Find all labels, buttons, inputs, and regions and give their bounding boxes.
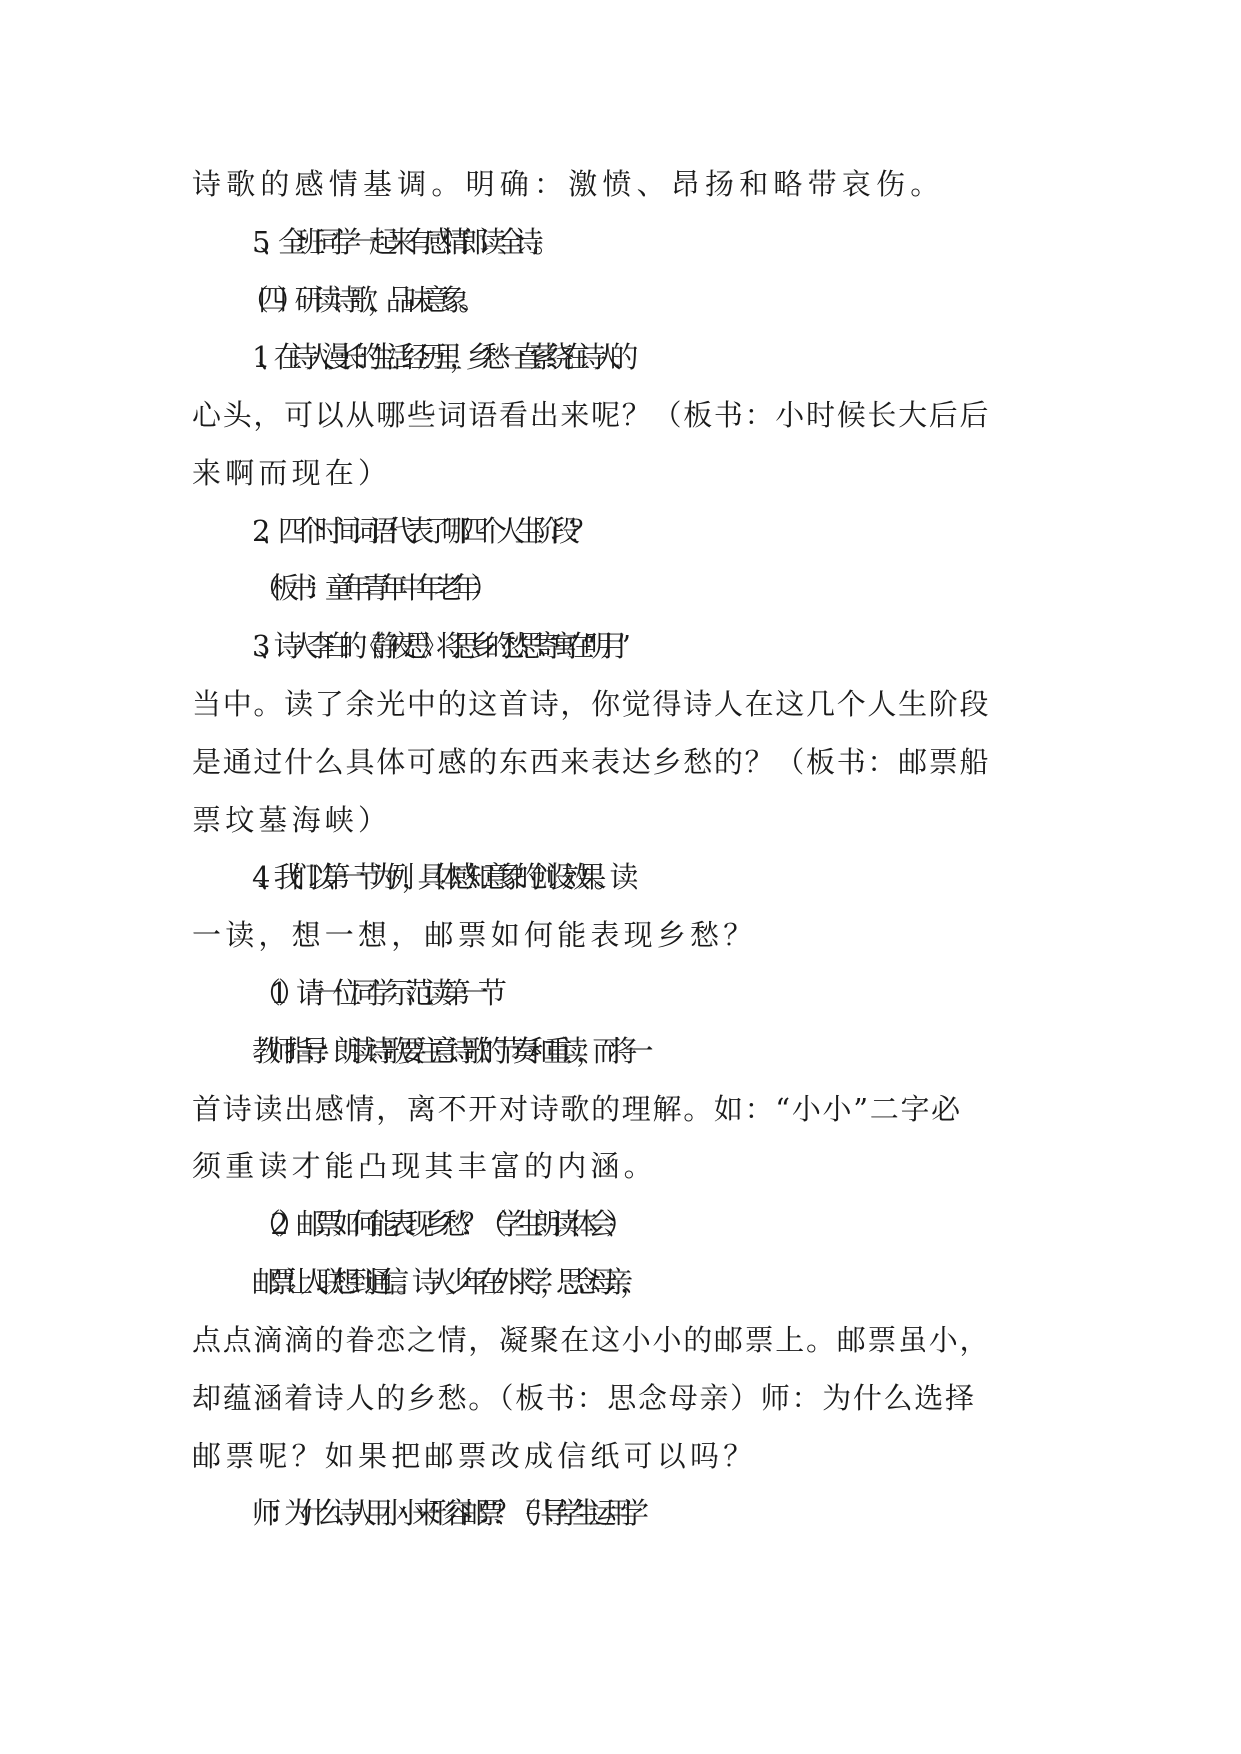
paragraph-line: 1、在诗人漫长的生活经历里，乡愁一直萦绕在诗人的 bbox=[252, 340, 626, 374]
paragraph-line: 首诗读出感情，离不开对诗歌的理解。如：“小小”二字必 bbox=[192, 1092, 962, 1126]
paragraph-line: 教师指导：朗读诗歌要注意诗歌的节奏和重读，而将一 bbox=[252, 1034, 641, 1068]
paragraph-line: （2）邮票如何能表现乡愁？（学生朗读体会） bbox=[252, 1207, 624, 1241]
paragraph-line: 是通过什么具体可感的东西来表达乡愁的？（板书：邮票船 bbox=[192, 745, 991, 779]
paragraph-line: 点点滴滴的眷恋之情，凝聚在这小小的邮票上。邮票虽小， bbox=[192, 1323, 991, 1357]
section-heading: （四）研读诗歌，品味意象。 bbox=[240, 283, 477, 317]
paragraph-line: 5、全班同学一起来有感情郎读全诗。 bbox=[252, 225, 551, 259]
paragraph-line: 却蕴涵着诗人的乡愁。（板书：思念母亲）师：为什么选择 bbox=[192, 1381, 976, 1415]
paragraph-line: 须重读才能凸现其丰富的内涵。 bbox=[192, 1149, 657, 1183]
paragraph-line: 师：为什么诗人用小小来形容邮票？（引导学生运用学 bbox=[252, 1496, 637, 1530]
paragraph-line: 诗歌的感情基调。明确：激愤、昂扬和略带哀伤。 bbox=[192, 167, 945, 201]
paragraph-line: 当中。读了余光中的这首诗，你觉得诗人在这几个人生阶段 bbox=[192, 687, 991, 721]
paragraph-line: 来啊而现在） bbox=[192, 456, 392, 490]
paragraph-line: 邮票呢？如果把邮票改成信纸可以吗？ bbox=[192, 1439, 757, 1473]
paragraph-line: 邮票让人联想到通信。诗人少年在外求学，思念母亲， bbox=[252, 1265, 637, 1299]
paragraph-line: （1）请一位同学示范读第一节 bbox=[252, 976, 497, 1010]
paragraph-line: （板书：童年青年中年老年） bbox=[252, 571, 489, 605]
paragraph-line: 4、我们以第一节为例，具体感知意象的创设效果。读 bbox=[252, 860, 626, 894]
paragraph-line: 3、诗人李白的《静夜思》将思乡的愁思寄寓在“明月” bbox=[252, 629, 619, 663]
paragraph-line: 2、四个时间词语代表了哪四个人生阶段？ bbox=[252, 514, 588, 548]
paragraph-line: 心头，可以从哪些词语看出来呢？（板书：小时候长大后后 bbox=[192, 398, 991, 432]
paragraph-line: 一读，想一想，邮票如何能表现乡愁？ bbox=[192, 918, 757, 952]
paragraph-line: 票坟墓海峡） bbox=[192, 803, 392, 837]
